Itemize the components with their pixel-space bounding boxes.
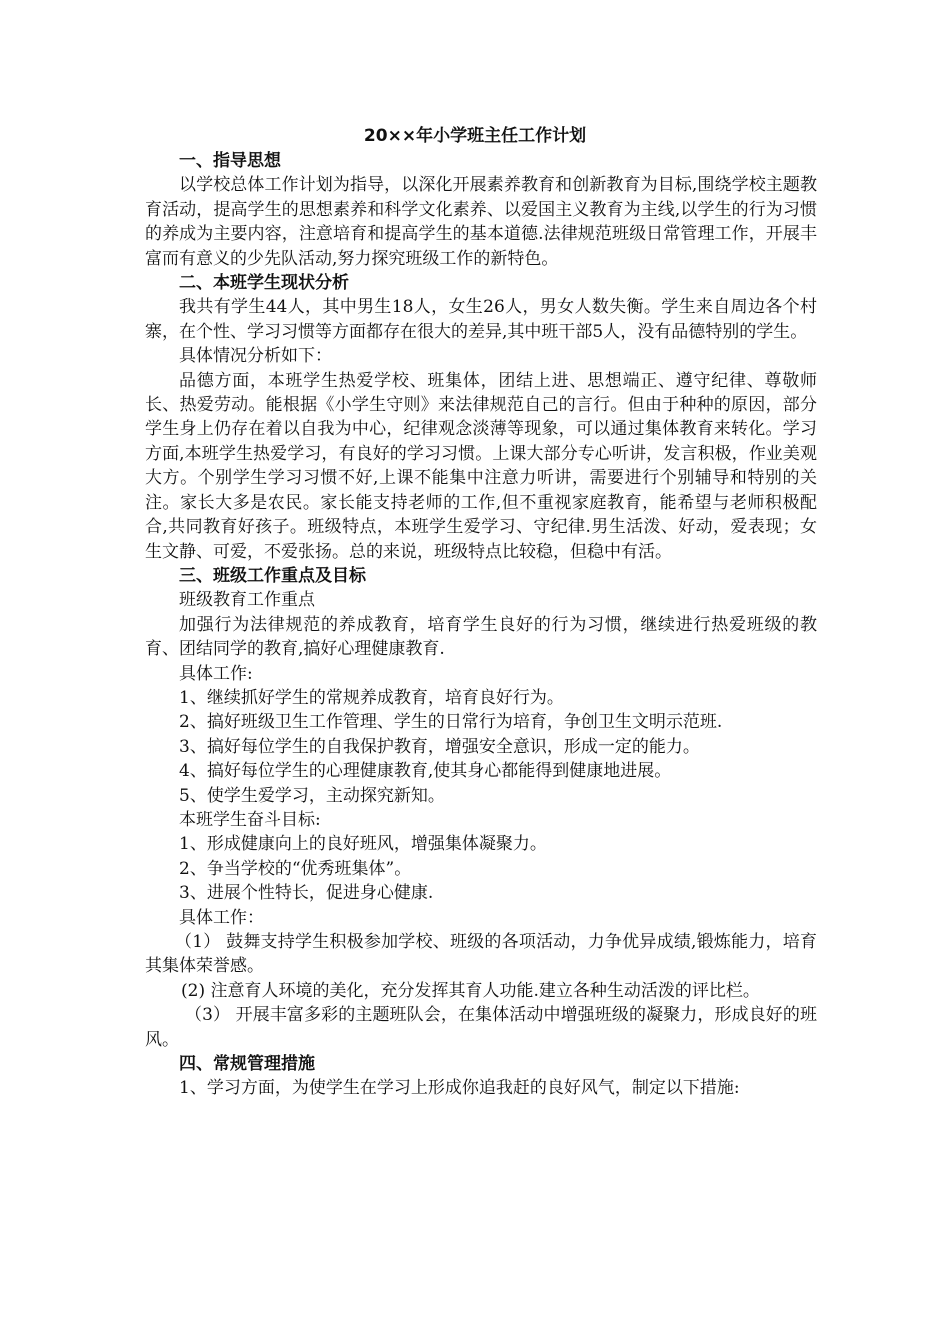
paragraph-study-measures: 1、学习方面，为使学生在学习上形成你追我赶的良好风气，制定以下措施: <box>179 1078 740 1099</box>
document-title: 20××年小学班主任工作计划 <box>363 126 587 146</box>
paragraph-goals-label: 本班学生奋斗目标: <box>179 809 321 830</box>
list-item: 3、进展个性特长，促进身心健康. <box>179 883 434 904</box>
paragraph-specific-work-label: 具体工作： <box>179 907 264 928</box>
paragraph-guiding-thought: 以学校总体工作计划为指导，以深化开展素养教育和创新教育为目标,围绕学校主题教育活动，提高学生的思想素养和科学文化素养、以爱国主义教育为主线,以学生的行为习惯的养成为主要内容，注意培育和提高学生的基本道德.法律规范班级日常管理工作，开展丰富而有意义的少先队活动,努力探究班级工作的新特色。 <box>145 175 817 269</box>
list-item: 5、使学生爱学习，主动探究新知。 <box>179 785 445 806</box>
list-item: 1、继续抓好学生的常规养成教育，培育良好行为。 <box>179 687 564 708</box>
paragraph-analysis-detail: 品德方面，本班学生热爱学校、班集体，团结上进、思想端正、遵守纪律、尊敬师长、热爱劳动。能根据《小学生守则》来法律规范自己的言行。但由于种种的原因，部分学生身上仍存在着以自我为中心，纪律观念淡薄等现象，可以通过集体教育来转化。学习方面,本班学生热爱学习，有良好的学习习惯。上课大部分专心听讲，发言积极，作业美观大方。个别学生学习习惯不好,上课不能集中注意力听讲，需要进行个别辅导和特别的关注。家长大多是农民。家长能支持老师的工作,但不重视家庭教育，能希望与老师积极配合,共同教育好孩子。班级特点，本班学生爱学习、守纪律.男生活泼、好动，爱表现；女生文静、可爱，不爱张扬。总的来说，班级特点比较稳，但稳中有活。 <box>145 370 817 562</box>
list-item: (2) 注意育人环境的美化，充分发挥其育人功能.建立各种生动活泼的评比栏。 <box>181 980 760 1001</box>
document-body <box>145 149 817 1101</box>
paragraph-student-count: 我共有学生44人，其中男生18人，女生26人，男女人数失衡。学生来自周边各个村寨，在个性、学习习惯等方面都存在很大的差异,其中班干部5人，没有品德特别的学生。 <box>145 297 817 342</box>
list-item: （3） 开展丰富多彩的主题班队会，在集体活动中增强班级的凝聚力，形成良好的班风。 <box>145 1005 817 1050</box>
list-item: 3、搞好每位学生的自我保护教育，增强安全意识，形成一定的能力。 <box>179 736 700 757</box>
paragraph-work-label: 具体工作: <box>179 663 253 684</box>
list-item: 4、搞好每位学生的心理健康教育,使其身心都能得到健康地进展。 <box>179 761 672 782</box>
list-item: 2、争当学校的“优秀班集体”。 <box>179 858 412 879</box>
paragraph-focus-label: 班级教育工作重点 <box>179 590 315 611</box>
section-heading-4: 四、常规管理措施 <box>179 1054 315 1075</box>
list-item: 1、形成健康向上的良好班风，增强集体凝聚力。 <box>179 834 547 855</box>
paragraph-focus-detail: 加强行为法律规范的养成教育，培育学生良好的行为习惯，继续进行热爱班级的教育、团结同学的教育,搞好心理健康教育. <box>145 614 817 660</box>
section-heading-3: 三、班级工作重点及目标 <box>179 565 366 586</box>
paragraph-analysis-intro: 具体情况分析如下： <box>179 346 332 367</box>
section-heading-1: 一、指导思想 <box>179 151 281 171</box>
list-item: 2、搞好班级卫生工作管理、学生的日常行为培育，争创卫生文明示范班. <box>179 712 723 733</box>
list-item: （1） 鼓舞支持学生积极参加学校、班级的各项活动，力争优异成绩,锻炼能力，培育其集体荣誉感。 <box>145 932 817 977</box>
section-heading-2: 二、本班学生现状分析 <box>179 273 349 294</box>
